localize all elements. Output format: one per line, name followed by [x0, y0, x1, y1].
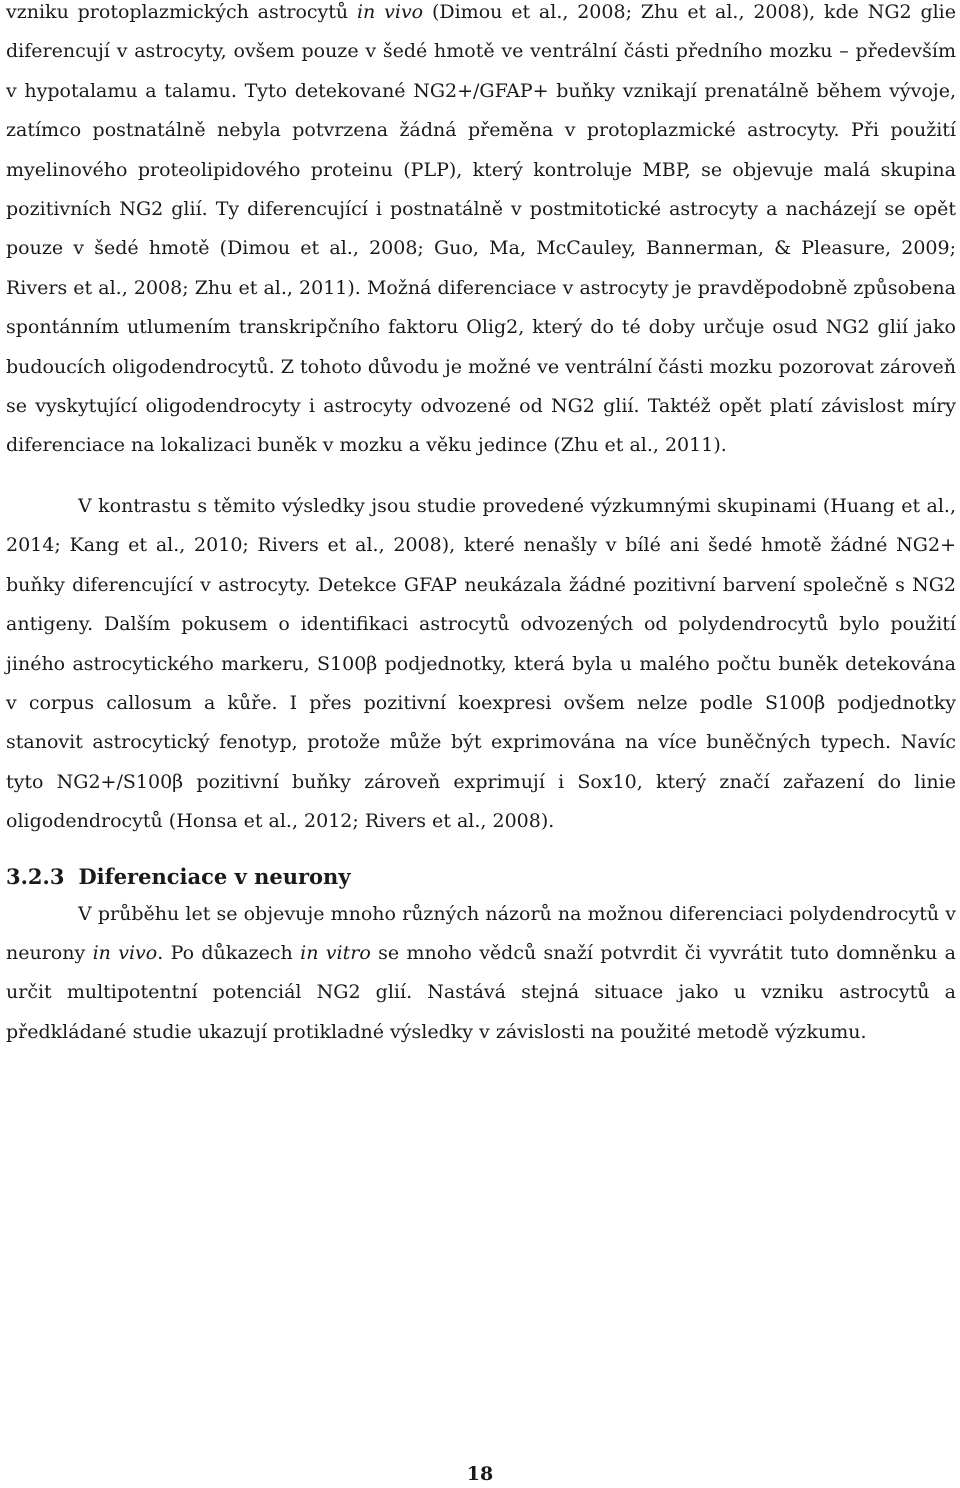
- paragraph-3-text: . Po důkazech: [157, 941, 301, 964]
- paragraph-3-text: V průběhu let se objevuje mnoho různých názorů na možnou diferenciaci polydendrocytů v neurony: [6, 902, 956, 964]
- paragraph-3: [6, 895, 956, 1053]
- paragraph-2: [6, 487, 956, 842]
- section-title: Diferenciace v neurony: [78, 863, 351, 889]
- section-number: 3.2.3: [6, 863, 65, 889]
- paragraph-1-italic: in vivo: [356, 1, 424, 23]
- paragraph-1-text: (Dimou et al., 2008; Zhu et al., 2008), kde NG2 glie diferencují v astrocyty, ovšem pouze v šedé hmotě ve ventrální části předního mozku – především v hypotalamu a talamu. Tyto detekované NG2+/GFAP+ buňky vznikají prenatálně během vývoje, zatímco postnatálně nebyla potvrzena žádná přeměna v protoplazmické astrocyty. Při použití myelinového proteolipidového proteinu (PLP), který kontroluje MBP, se objevuje malá skupina pozitivních NG2 glií. Ty diferencující i postnatálně v postmitotické astrocyty a nacházejí se opět pouze v šedé hmotě (Dimou et al., 2008; Guo, Ma, McCauley, Bannerman, & Pleasure, 2009; Rivers et al., 2008; Zhu et al., 2011). Možná diferenciace v astrocyty je pravděpodobně způsobena spontánním utlumením transkripčního faktoru Olig2, který do té doby určuje osud NG2 glií jako budoucích oligodendrocytů. Z tohoto důvodu je možné ve ventrální části mozku pozorovat zároveň se vyskytující oligodendrocyty i astrocyty odvozené od NG2 glií. Taktéž opět platí závislost míry diferenciace na lokalizaci buněk v mozku a věku jedince (Zhu et al., 2011).: [6, 1, 957, 457]
- paragraph-3-italic: in vitro: [300, 941, 371, 964]
- document-page: [6, 0, 956, 1052]
- paragraph-2-text: V kontrastu s těmito výsledky jsou studie provedené výzkumnými skupinami (Huang et al., 2014; Kang et al., 2010; Rivers et al., 2008), které nenašly v bílé ani šedé hmotě žádné NG2+ buňky diferencující v astrocyty. Detekce GFAP neukázala žádné pozitivní barvení společně s NG2 antigeny. Dalším pokusem o identifikaci astrocytů odvozených od polydendrocytů bylo použití jiného astrocytického markeru, S100β podjednotky, která byla u malého počtu buněk detekována v corpus callosum a kůře. I přes pozitivní koexpresi ovšem nelze podle S100β podjednotky stanovit astrocytický fenotyp, protože může být exprimována na více buněčných typech. Navíc tyto NG2+/S100β pozitivní buňky zároveň exprimují i Sox10, který značí zařazení do linie oligodendrocytů (Honsa et al., 2012; Rivers et al., 2008).: [6, 494, 956, 833]
- paragraph-1: [6, 0, 956, 466]
- section-heading: [6, 859, 956, 895]
- paragraph-3-italic: in vivo: [92, 941, 158, 964]
- page-number: 18: [466, 1463, 494, 1485]
- paragraph-3-text: se mnoho vědců snaží potvrdit či vyvrátit tuto domněnku a určit multipotentní potenciál NG2 glií. Nastává stejná situace jako u vzniku astrocytů a předkládané studie ukazují protikladné výsledky v závislosti na použité metodě výzkumu.: [6, 941, 957, 1043]
- paragraph-1-text: vzniku protoplazmických astrocytů: [6, 1, 357, 23]
